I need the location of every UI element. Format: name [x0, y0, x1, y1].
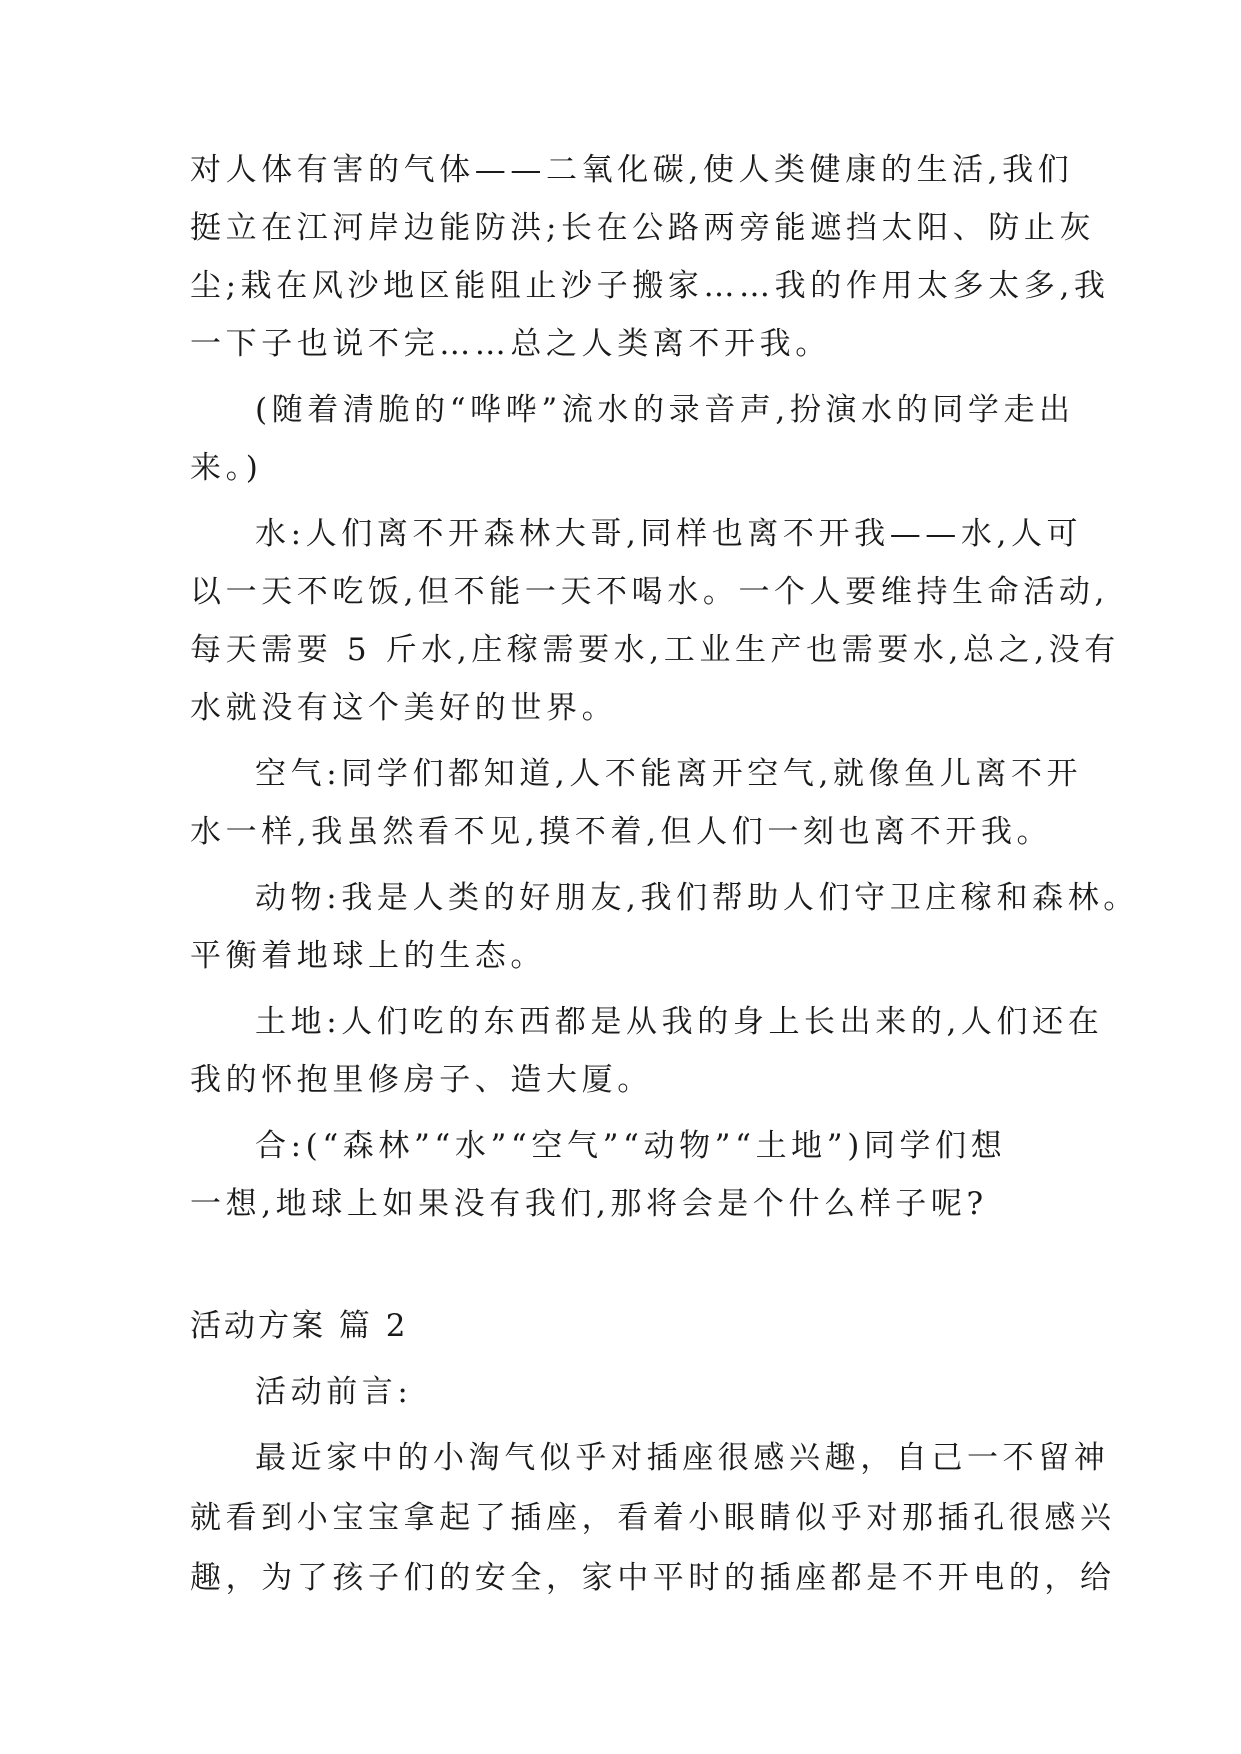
paragraph-line: 挺立在江河岸边能防洪;长在公路两旁能遮挡太阳、防止灰	[190, 210, 1096, 246]
paragraph-line: 动物:我是人类的好朋友,我们帮助人们守卫庄稼和森林。	[255, 880, 1139, 916]
paragraph-line: 平衡着地球上的生态。	[190, 938, 546, 974]
paragraph-line: 趣，为了孩子们的安全，家中平时的插座都是不开电的，给	[190, 1560, 1116, 1596]
paragraph-line: 水就没有这个美好的世界。	[190, 690, 618, 726]
paragraph-line: 对人体有害的气体——二氧化碳,使人类健康的生活,我们	[190, 152, 1074, 188]
paragraph-line: 合:(“森林”“水”“空气”“动物”“土地”)同学们想	[255, 1128, 1007, 1164]
paragraph-line: 尘;栽在风沙地区能阻止沙子搬家……我的作用太多太多,我	[190, 268, 1110, 304]
section-heading: 活动方案 篇 2	[190, 1308, 409, 1344]
paragraph-line: 来。)	[190, 450, 263, 486]
paragraph-line: 水一样,我虽然看不见,摸不着,但人们一刻也离不开我。	[190, 814, 1053, 850]
paragraph-line: 每天需要 5 斤水,庄稼需要水,工业生产也需要水,总之,没有	[190, 632, 1120, 668]
paragraph-line: 一想,地球上如果没有我们,那将会是个什么样子呢?	[190, 1186, 988, 1222]
paragraph-line: 水:人们离不开森林大哥,同样也离不开我——水,人可	[255, 516, 1083, 552]
paragraph-line: (随着清脆的“哗哗”流水的录音声,扮演水的同学走出	[255, 392, 1075, 428]
paragraph-line: 就看到小宝宝拿起了插座，看着小眼睛似乎对那插孔很感兴	[190, 1500, 1116, 1536]
paragraph-line: 我的怀抱里修房子、造大厦。	[190, 1062, 653, 1098]
paragraph-line: 一下子也说不完……总之人类离不开我。	[190, 326, 831, 362]
paragraph-line: 以一天不吃饭,但不能一天不喝水。一个人要维持生命活动,	[190, 574, 1109, 610]
paragraph-line: 土地:人们吃的东西都是从我的身上长出来的,人们还在	[255, 1004, 1104, 1040]
paragraph-line: 最近家中的小淘气似乎对插座很感兴趣，自己一不留神	[255, 1440, 1110, 1476]
paragraph-line: 空气:同学们都知道,人不能离开空气,就像鱼儿离不开	[255, 756, 1083, 792]
paragraph-line: 活动前言:	[255, 1374, 413, 1410]
